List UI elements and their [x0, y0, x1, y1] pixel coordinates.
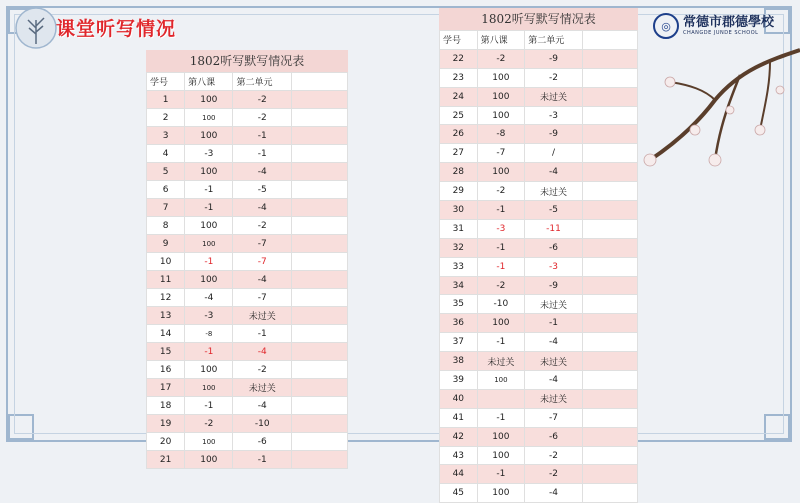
cell-unit-2: -2	[525, 68, 583, 87]
cell-empty	[582, 87, 637, 106]
cell-unit-2: -11	[525, 219, 583, 238]
table-row	[440, 333, 638, 352]
cell-lesson-8: 100	[185, 433, 233, 451]
cell-student-id: 5	[147, 163, 185, 181]
cell-lesson-8: -8	[477, 125, 525, 144]
cell-student-id: 7	[147, 199, 185, 217]
table-row	[147, 235, 348, 253]
cell-unit-2: /	[525, 144, 583, 163]
table-row	[440, 219, 638, 238]
cell-lesson-8: -8	[185, 325, 233, 343]
table-row	[147, 451, 348, 469]
table-row	[440, 163, 638, 182]
cell-student-id: 45	[440, 484, 478, 503]
cell-empty	[582, 389, 637, 408]
cell-empty	[292, 163, 348, 181]
school-emblem-icon: ◎	[653, 13, 679, 39]
cell-lesson-8: -7	[477, 144, 525, 163]
cell-lesson-8: -2	[477, 276, 525, 295]
cell-student-id: 2	[147, 109, 185, 127]
cell-lesson-8: 100	[185, 451, 233, 469]
cell-unit-2: -9	[525, 276, 583, 295]
cell-lesson-8: 100	[185, 217, 233, 235]
cell-empty	[292, 127, 348, 145]
cell-unit-2: -6	[525, 427, 583, 446]
table-row	[147, 109, 348, 127]
cell-student-id: 32	[440, 238, 478, 257]
table-header-row	[440, 31, 638, 50]
cell-unit-2: -6	[233, 433, 292, 451]
cell-unit-2: 未过关	[233, 307, 292, 325]
cell-empty	[582, 295, 637, 314]
cell-student-id: 36	[440, 314, 478, 333]
cell-lesson-8: 100	[477, 87, 525, 106]
cell-unit-2: -6	[525, 238, 583, 257]
cell-lesson-8: 100	[185, 361, 233, 379]
cell-lesson-8: 100	[185, 127, 233, 145]
table-row	[147, 415, 348, 433]
cell-lesson-8: -4	[185, 289, 233, 307]
cell-unit-2: -2	[525, 465, 583, 484]
cell-student-id: 31	[440, 219, 478, 238]
table-row	[440, 314, 638, 333]
cell-unit-2: -7	[525, 408, 583, 427]
cell-empty	[292, 325, 348, 343]
cell-lesson-8: -1	[185, 253, 233, 271]
cell-unit-2: -4	[525, 484, 583, 503]
cell-student-id: 41	[440, 408, 478, 427]
cell-student-id: 11	[147, 271, 185, 289]
cell-lesson-8: -2	[185, 415, 233, 433]
cell-unit-2: -3	[525, 257, 583, 276]
cell-unit-2: -4	[233, 397, 292, 415]
cell-student-id: 23	[440, 68, 478, 87]
cell-lesson-8: 100	[185, 91, 233, 109]
school-name-cn: 常德市郡德學校	[683, 15, 775, 30]
cell-lesson-8: 100	[477, 314, 525, 333]
cell-empty	[582, 201, 637, 220]
cell-unit-2: -2	[233, 91, 292, 109]
cell-lesson-8: -1	[185, 181, 233, 199]
cell-student-id: 38	[440, 352, 478, 371]
dictation-table-right	[439, 8, 638, 503]
school-logo	[653, 10, 793, 42]
cell-student-id: 19	[147, 415, 185, 433]
cell-lesson-8: 100	[477, 163, 525, 182]
table-row	[147, 325, 348, 343]
cell-lesson-8: -10	[477, 295, 525, 314]
table-row	[147, 181, 348, 199]
table-row	[147, 271, 348, 289]
cell-lesson-8: 100	[477, 427, 525, 446]
cell-student-id: 27	[440, 144, 478, 163]
cell-unit-2: -1	[525, 314, 583, 333]
table-row	[440, 408, 638, 427]
table-row	[440, 125, 638, 144]
cell-unit-2: -7	[233, 235, 292, 253]
table-row	[440, 68, 638, 87]
cell-lesson-8: -2	[477, 49, 525, 68]
cell-student-id: 20	[147, 433, 185, 451]
table-row	[147, 379, 348, 397]
table-row	[440, 484, 638, 503]
cell-unit-2: 未过关	[525, 389, 583, 408]
table-row	[440, 446, 638, 465]
cell-student-id: 26	[440, 125, 478, 144]
cell-empty	[292, 415, 348, 433]
table-row	[440, 49, 638, 68]
cell-empty	[582, 49, 637, 68]
header-student-id: 学号	[440, 31, 478, 50]
cell-lesson-8: -2	[477, 182, 525, 201]
cell-empty	[582, 465, 637, 484]
table-row	[147, 199, 348, 217]
cell-student-id: 6	[147, 181, 185, 199]
table-row	[147, 127, 348, 145]
cell-lesson-8: -1	[185, 397, 233, 415]
cell-empty	[292, 289, 348, 307]
cell-student-id: 21	[147, 451, 185, 469]
dictation-table-left	[146, 50, 348, 469]
cell-lesson-8: 100	[477, 68, 525, 87]
cell-student-id: 37	[440, 333, 478, 352]
cell-lesson-8: -1	[477, 408, 525, 427]
cell-lesson-8: 未过关	[477, 352, 525, 371]
cell-empty	[582, 408, 637, 427]
cell-empty	[582, 238, 637, 257]
table-row	[440, 238, 638, 257]
table-caption: 1802听写默写情况表	[146, 50, 348, 72]
table-row	[440, 144, 638, 163]
cell-lesson-8: -1	[477, 333, 525, 352]
table-row	[440, 276, 638, 295]
cell-empty	[582, 144, 637, 163]
table-row	[440, 295, 638, 314]
cell-student-id: 3	[147, 127, 185, 145]
cell-empty	[582, 68, 637, 87]
cell-student-id: 17	[147, 379, 185, 397]
cell-unit-2: -4	[525, 333, 583, 352]
cell-student-id: 42	[440, 427, 478, 446]
table-row	[147, 307, 348, 325]
table-header-row	[147, 73, 348, 91]
cell-empty	[292, 307, 348, 325]
cell-student-id: 9	[147, 235, 185, 253]
tree-icon	[14, 6, 58, 50]
cell-unit-2: 未过关	[525, 295, 583, 314]
cell-lesson-8: 100	[477, 446, 525, 465]
cell-lesson-8: 100	[477, 484, 525, 503]
cell-lesson-8: 100	[185, 271, 233, 289]
cell-student-id: 29	[440, 182, 478, 201]
cell-lesson-8: -1	[477, 465, 525, 484]
cell-student-id: 34	[440, 276, 478, 295]
cell-empty	[582, 352, 637, 371]
cell-empty	[292, 361, 348, 379]
table-row	[147, 397, 348, 415]
cell-empty	[582, 106, 637, 125]
cell-empty	[292, 451, 348, 469]
cell-lesson-8: 100	[185, 235, 233, 253]
cell-empty	[292, 343, 348, 361]
cell-student-id: 44	[440, 465, 478, 484]
table-row	[440, 182, 638, 201]
table-row	[440, 371, 638, 390]
table-row	[147, 433, 348, 451]
cell-student-id: 28	[440, 163, 478, 182]
cell-empty	[292, 235, 348, 253]
cell-empty	[292, 199, 348, 217]
header-lesson-8: 第八课	[185, 73, 233, 91]
table-caption: 1802听写默写情况表	[439, 8, 638, 30]
cell-unit-2: -1	[233, 127, 292, 145]
cell-unit-2: -4	[233, 199, 292, 217]
cell-lesson-8: 100	[185, 163, 233, 181]
table-row	[440, 427, 638, 446]
cell-empty	[582, 371, 637, 390]
cell-lesson-8	[477, 389, 525, 408]
table-row	[440, 352, 638, 371]
cell-empty	[582, 182, 637, 201]
table-left	[146, 72, 348, 469]
table-row	[147, 91, 348, 109]
table-row	[440, 201, 638, 220]
cell-student-id: 8	[147, 217, 185, 235]
table-right	[439, 30, 638, 503]
cell-unit-2: 未过关	[525, 182, 583, 201]
table-row	[440, 465, 638, 484]
header-lesson-8: 第八课	[477, 31, 525, 50]
cell-unit-2: -4	[233, 163, 292, 181]
cell-student-id: 33	[440, 257, 478, 276]
cell-lesson-8: -1	[477, 201, 525, 220]
cell-student-id: 30	[440, 201, 478, 220]
table-row	[147, 163, 348, 181]
table-row	[147, 361, 348, 379]
cell-unit-2: -5	[525, 201, 583, 220]
cell-lesson-8: 100	[477, 106, 525, 125]
cell-empty	[582, 276, 637, 295]
cell-empty	[582, 427, 637, 446]
page-title: 课堂听写情况	[56, 17, 177, 40]
cell-unit-2: -1	[233, 145, 292, 163]
cell-unit-2: 未过关	[525, 352, 583, 371]
cell-student-id: 12	[147, 289, 185, 307]
cell-empty	[292, 271, 348, 289]
cell-student-id: 43	[440, 446, 478, 465]
cell-student-id: 24	[440, 87, 478, 106]
cell-unit-2: -7	[233, 289, 292, 307]
cell-unit-2: -2	[233, 217, 292, 235]
table-row	[147, 217, 348, 235]
cell-student-id: 25	[440, 106, 478, 125]
cell-student-id: 13	[147, 307, 185, 325]
cell-empty	[292, 181, 348, 199]
cell-unit-2: -1	[233, 325, 292, 343]
cell-lesson-8: 100	[477, 371, 525, 390]
cell-empty	[292, 217, 348, 235]
cell-lesson-8: -1	[185, 343, 233, 361]
cell-student-id: 10	[147, 253, 185, 271]
cell-unit-2: -9	[525, 49, 583, 68]
header-student-id: 学号	[147, 73, 185, 91]
table-row	[440, 389, 638, 408]
header-empty	[292, 73, 348, 91]
cell-empty	[582, 333, 637, 352]
cell-unit-2: -4	[233, 271, 292, 289]
cell-empty	[292, 379, 348, 397]
cell-student-id: 1	[147, 91, 185, 109]
page-title-area	[56, 14, 176, 40]
cell-student-id: 39	[440, 371, 478, 390]
cell-lesson-8: -3	[185, 145, 233, 163]
table-row	[147, 145, 348, 163]
cell-empty	[292, 109, 348, 127]
table-row	[440, 87, 638, 106]
plum-branch-icon	[620, 30, 800, 200]
cell-lesson-8: 100	[185, 379, 233, 397]
cell-empty	[582, 125, 637, 144]
cell-unit-2: -4	[525, 371, 583, 390]
cell-lesson-8: -3	[477, 219, 525, 238]
header-empty	[582, 31, 637, 50]
cell-unit-2: -1	[233, 451, 292, 469]
cell-lesson-8: -1	[477, 257, 525, 276]
table-row	[147, 289, 348, 307]
cell-lesson-8: -1	[477, 238, 525, 257]
cell-student-id: 18	[147, 397, 185, 415]
cell-empty	[582, 257, 637, 276]
cell-lesson-8: 100	[185, 109, 233, 127]
table-row	[440, 257, 638, 276]
cell-student-id: 40	[440, 389, 478, 408]
cell-student-id: 14	[147, 325, 185, 343]
cell-unit-2: -9	[525, 125, 583, 144]
cell-lesson-8: -1	[185, 199, 233, 217]
table-row	[147, 343, 348, 361]
school-name-en: CHANGDE JUNDE SCHOOL	[683, 30, 759, 36]
cell-unit-2: -2	[233, 109, 292, 127]
cell-student-id: 22	[440, 49, 478, 68]
cell-unit-2: -10	[233, 415, 292, 433]
table-row	[440, 106, 638, 125]
cell-empty	[292, 145, 348, 163]
cell-empty	[582, 446, 637, 465]
cell-empty	[292, 433, 348, 451]
cell-student-id: 4	[147, 145, 185, 163]
cell-empty	[292, 91, 348, 109]
cell-empty	[582, 314, 637, 333]
cell-unit-2: 未过关	[525, 87, 583, 106]
cell-unit-2: -2	[233, 361, 292, 379]
cell-unit-2: -3	[525, 106, 583, 125]
table-row	[147, 253, 348, 271]
header-unit-2: 第二单元	[233, 73, 292, 91]
cell-empty	[292, 253, 348, 271]
cell-empty	[582, 163, 637, 182]
cell-empty	[582, 484, 637, 503]
cell-empty	[582, 219, 637, 238]
cell-unit-2: -2	[525, 446, 583, 465]
cell-unit-2: -5	[233, 181, 292, 199]
cell-unit-2: -7	[233, 253, 292, 271]
cell-student-id: 16	[147, 361, 185, 379]
cell-unit-2: -4	[233, 343, 292, 361]
cell-unit-2: -4	[525, 163, 583, 182]
header-unit-2: 第二单元	[525, 31, 583, 50]
cell-lesson-8: -3	[185, 307, 233, 325]
cell-empty	[292, 397, 348, 415]
cell-student-id: 15	[147, 343, 185, 361]
cell-student-id: 35	[440, 295, 478, 314]
cell-unit-2: 未过关	[233, 379, 292, 397]
